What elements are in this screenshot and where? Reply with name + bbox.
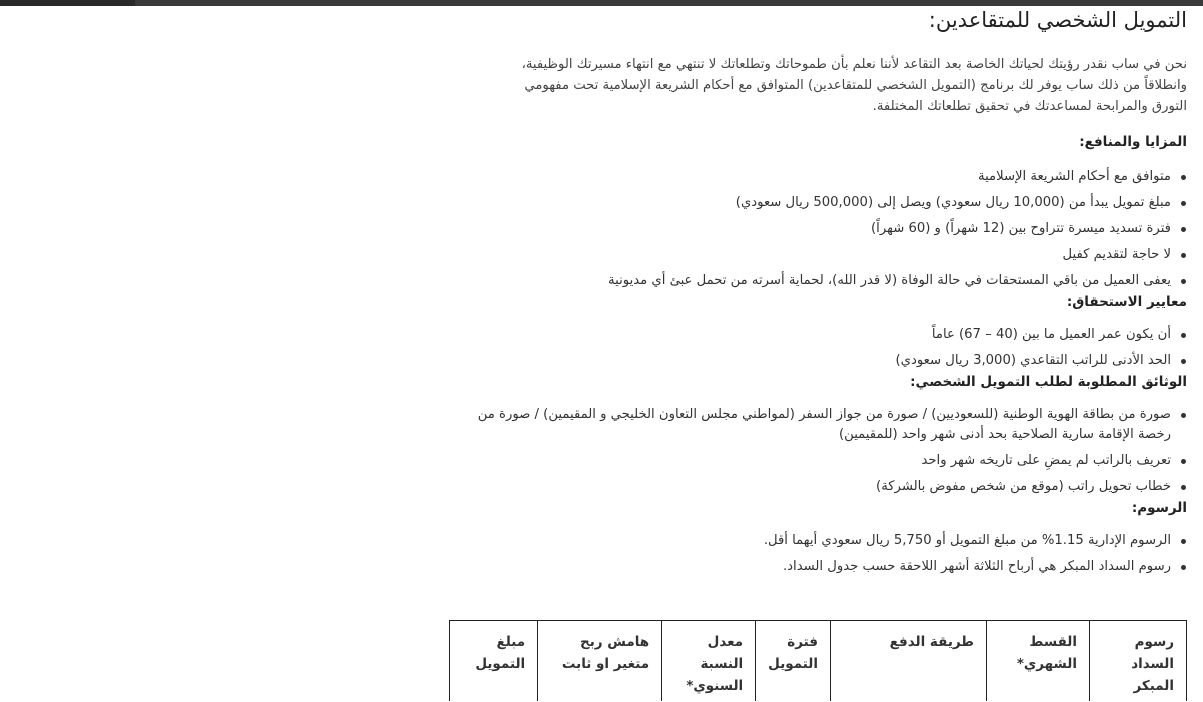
table-header-cell: معدل النسبة السنوي* [662, 621, 756, 702]
table-header-cell: القسط الشهري* [987, 621, 1090, 702]
section-heading-benefits: المزايا والمنافع: [1079, 134, 1187, 150]
documents-list [477, 405, 1187, 497]
top-bar-segment [0, 0, 135, 6]
table-header-row [450, 621, 1187, 702]
table-header-cell: رسوم السداد المبكر [1090, 621, 1187, 702]
table-header-cell: فترة التمويل [756, 621, 831, 702]
list-item: تعريف بالراتب لم يمضِ على تاريخه شهر واحد [477, 451, 1187, 471]
list-item: أن يكون عمر العميل ما بين (40 – 67) عاماً [477, 325, 1187, 345]
list-item: خطاب تحويل راتب (موقع من شخص مفوض بالشركة) [477, 477, 1187, 497]
table-header-cell: طريقة الدفع [831, 621, 987, 702]
list-item: مبلغ تمويل يبدأ من (10,000 ريال سعودي) ويصل إلى (500,000 ريال سعودي) [477, 193, 1187, 213]
list-item: صورة من بطاقة الهوية الوطنية (للسعوديين) / صورة من جواز السفر (لمواطني مجلس التعاون الخليجي و المقيمين) / صورة من رخصة الإقامة سارية الصلاحية بحد أدنى شهر واحد (للمقيمين) [461, 405, 1187, 445]
page-title: التمويل الشخصي للمتقاعدين: [928, 8, 1187, 32]
list-item: يعفى العميل من باقي المستحقات في حالة الوفاة (لا قدر الله)، لحماية أسرته من تحمل عبئ أي مديونية [477, 271, 1187, 291]
benefits-list [477, 167, 1187, 291]
table-header-cell: هامش ربح متغير او ثابت [538, 621, 662, 702]
list-item: متوافق مع أحكام الشريعة الإسلامية [477, 167, 1187, 187]
fees-list [477, 531, 1187, 577]
section-heading-documents: الوثائق المطلوبة لطلب التمويل الشخصي: [910, 374, 1187, 390]
financing-table [449, 620, 1187, 701]
eligibility-list [477, 325, 1187, 371]
section-heading-fees: الرسوم: [1131, 500, 1187, 516]
list-item: الرسوم الإدارية 1.15% من مبلغ التمويل أو 5,750 ريال سعودي أيهما أقل. [477, 531, 1187, 551]
section-heading-eligibility: معايير الاستحقاق: [1066, 294, 1187, 310]
financing-table-wrapper [449, 620, 1187, 701]
main-content [477, 6, 1187, 583]
intro-paragraph: نحن في ساب نقدر رؤيتك لحياتك الخاصة بعد التقاعد لأننا نعلم بأن طموحاتك وتطلعاتك لا تنتهي مع انتهاء مسيرتك الوظيفية، وانطلاقاً من ذلك ساب يوفر لك برنامج (التمويل الشخصي للمتقاعدين) المتوافق مع أحكام الشريعة الإسلامية تحت مفهومي التورق والمرابحة لمساعدتك في تحقيق تطلعاتك المختلفة. [521, 57, 1187, 114]
list-item: لا حاجة لتقديم كفيل [477, 245, 1187, 265]
table-header-cell: مبلغ التمويل [450, 621, 538, 702]
list-item: الحد الأدنى للراتب التقاعدي (3,000 ريال سعودي) [477, 351, 1187, 371]
list-item: رسوم السداد المبكر هي أرباح الثلاثة أشهر اللاحقة حسب جدول السداد. [477, 557, 1187, 577]
list-item: فترة تسديد ميسرة تتراوح بين (12 شهراً) و (60 شهراً) [477, 219, 1187, 239]
